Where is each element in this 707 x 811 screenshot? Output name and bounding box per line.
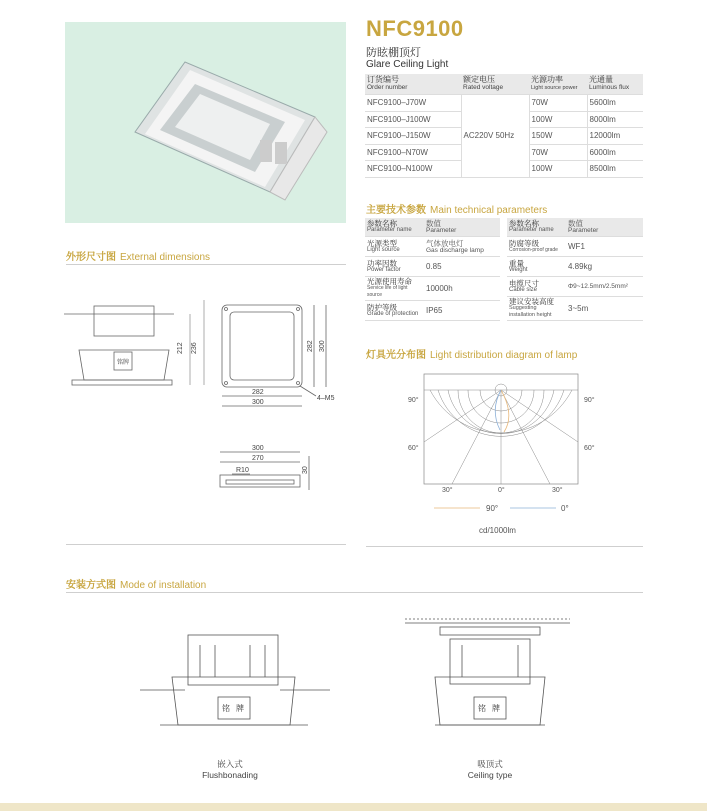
bottom-band xyxy=(0,803,707,811)
angle-30-left: 30° xyxy=(442,487,453,494)
legend-90: 90° xyxy=(486,504,499,513)
product-name-en: Glare Ceiling Light xyxy=(366,59,449,70)
table-row: NFC9100–J70W AC220V 50Hz 70W 5600lm xyxy=(365,95,643,112)
table-row: 光源使用寿命 Service life of light source 10000h xyxy=(365,277,500,301)
distribution-section-title: 灯具光分布图 Light distribution diagram of lamp xyxy=(366,350,578,361)
table-row: 防腐等级 Corrosion-proof grade WF1 xyxy=(507,237,643,257)
top-view xyxy=(222,305,326,406)
dim-300-h: 300 xyxy=(319,340,326,352)
angle-30-right: 30° xyxy=(552,487,563,494)
dim-212: 212 xyxy=(177,342,184,354)
side-nameplate-2: 牌 xyxy=(123,360,130,366)
product-name-cn: 防眩棚顶灯 xyxy=(366,47,421,59)
angle-90-right: 90° xyxy=(584,397,595,404)
table-row: NFC9100–N70W 70W 6000lm xyxy=(365,144,643,161)
table-row: NFC9100–N100W 100W 8500lm xyxy=(365,161,643,178)
tech-section-title: 主要技术参数 Main technical parameters xyxy=(366,205,548,216)
flush-mount-drawing xyxy=(140,635,330,725)
flush-nameplate-1: 铭 xyxy=(222,704,230,713)
table-row: 光源类型 Light source 气体放电灯 Gas discharge lamp xyxy=(365,237,500,257)
flush-nameplate-2: 牌 xyxy=(236,704,244,713)
dim-r10: R10 xyxy=(236,467,249,474)
angle-0: 0° xyxy=(498,487,505,494)
voltage-cell: AC220V 50Hz xyxy=(461,95,529,178)
table-row: 电缆尺寸 Cable size Φ9~12.5mm/2.5mm² xyxy=(507,277,643,297)
flush-caption: 嵌入式 Flushbonading xyxy=(202,759,258,780)
order-header: 订货编号 Order number xyxy=(365,74,461,95)
legend-0: 0° xyxy=(561,504,569,513)
tech-table-right: 参数名称 Parameter name 数值 Parameter 防腐等级 Corrosion-proof grade WF1 重量 Weight 4.89kg 电缆尺寸 Cable size Φ9~12.5mm/2.5mm² 建议安装高度 Suggesting installation height 3~5m xyxy=(507,218,643,321)
angle-90-left: 90° xyxy=(408,397,419,404)
ceiling-mount-drawing xyxy=(405,619,570,725)
power-header: 光源功率 Light source power xyxy=(529,74,587,95)
cutout-view xyxy=(220,452,309,490)
product-model: NFC9100 xyxy=(366,16,464,41)
installation-drawings xyxy=(140,615,570,750)
table-row: 建议安装高度 Suggesting installation height 3~5m xyxy=(507,297,643,321)
distribution-unit: cd/1000lm xyxy=(479,526,516,535)
dimensions-section-title: 外形尺寸图 External dimensions xyxy=(66,252,211,263)
table-row: 功率因数 Power factor 0.85 xyxy=(365,257,500,277)
product-image xyxy=(65,22,346,223)
ceiling-nameplate-1: 铭 xyxy=(478,704,486,713)
ceiling-caption: 吸顶式 Ceiling type xyxy=(467,759,513,780)
dim-236: 236 xyxy=(191,342,198,354)
divider xyxy=(66,592,643,593)
installation-section-title: 安装方式图 Mode of installation xyxy=(66,580,207,591)
angle-60-left: 60° xyxy=(408,445,419,452)
ceiling-nameplate-2: 牌 xyxy=(492,704,500,713)
order-table xyxy=(365,74,643,178)
dim-cut-300: 300 xyxy=(252,445,264,452)
table-row: NFC9100–J150W 150W 12000lm xyxy=(365,128,643,145)
table-row: 重量 Weight 4.89kg xyxy=(507,257,643,277)
dim-screws: 4–M5 xyxy=(317,395,335,402)
divider xyxy=(66,264,346,265)
angle-60-right: 60° xyxy=(584,445,595,452)
dim-cut-270: 270 xyxy=(252,455,264,462)
flux-header: 光通量 Luminous flux xyxy=(587,74,643,95)
divider xyxy=(66,544,346,545)
tech-table-left: 参数名称 Parameter name 数值 Parameter 光源类型 Light source 气体放电灯 Gas discharge lamp 功率因数 Power factor 0.85 光源使用寿命 Service life of light source 10000h 防护等级 Grade of protection IP65 xyxy=(365,218,500,321)
side-nameplate-1: 铭 xyxy=(117,360,124,366)
product-photo-panel xyxy=(65,22,346,223)
side-view xyxy=(64,306,174,385)
voltage-header: 额定电压 Rated voltage xyxy=(461,74,529,95)
table-row: 防护等级 Grade of protection IP65 xyxy=(365,301,500,321)
dim-300-w: 300 xyxy=(252,399,264,406)
dim-282-w: 282 xyxy=(252,389,264,396)
dim-282-h: 282 xyxy=(307,340,314,352)
dim-cut-30: 30 xyxy=(302,466,309,474)
table-row: NFC9100–J100W 100W 8000lm xyxy=(365,111,643,128)
divider xyxy=(366,546,643,547)
dimension-drawings xyxy=(64,290,346,505)
light-distribution-diagram xyxy=(400,370,610,540)
